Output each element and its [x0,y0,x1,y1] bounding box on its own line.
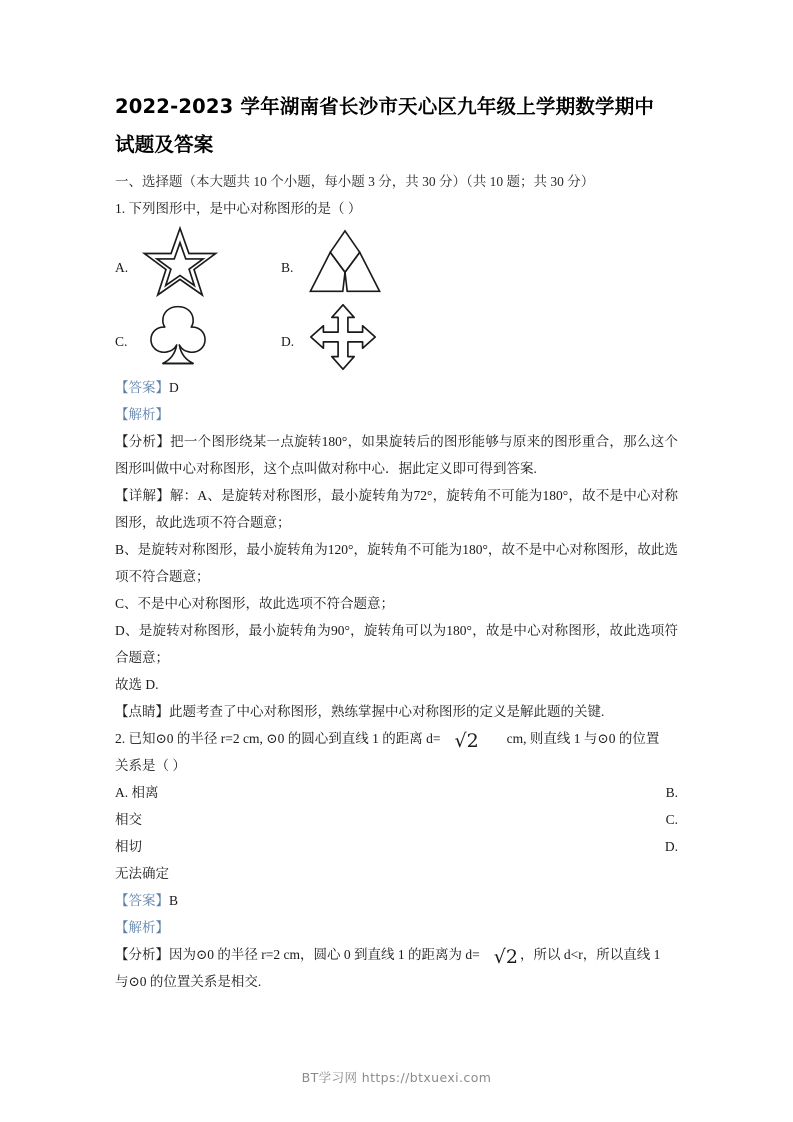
option-a-letter: A. [115,260,129,275]
option-b-label[interactable]: 相交 [115,812,142,827]
question-2-stem [115,725,678,752]
radical-sqrt-2: √2 [493,946,518,968]
question-2-stem-line-2: 关系是（ ） [115,758,186,773]
question-2-analysis-part-2: ，所以 d<r，所以直线 1 [519,947,661,962]
option-c-label[interactable]: 相切 [115,839,142,854]
analysis-label: 【解析】 [115,407,169,422]
four-way-arrow-icon [308,302,378,377]
question-1-analysis-label [115,401,678,428]
answer-label: 【答案】 [115,380,169,395]
question-2-text-part-1: 已知⊙0 的半径 r=2 cm, ⊙0 的圆心到直线 1 的距离 d= [128,731,441,746]
footer-watermark: BT学习网 https://btxuexi.com [301,1070,492,1085]
option-c-letter: C. [115,334,128,349]
option-d-letter-label[interactable]: D. [664,839,678,854]
option-b-letter-label[interactable]: B. [665,785,678,800]
question-2-analysis-part-1: 【分析】因为⊙0 的半径 r=2 cm，圆心 0 到直线 1 的距离为 d= [115,947,480,962]
question-1-stem [115,195,678,222]
page-title-line-2: 试题及答案 [115,133,214,156]
question-1-paragraph-4: C、不是中心对称图形，故此选项不符合题意； [115,596,395,611]
answer-value: B [169,893,179,908]
option-a-label[interactable]: A. 相离 [115,785,159,800]
question-1-paragraph-3: B、是旋转对称图形，最小旋转角为120°，旋转角不可能为180°，故不是中心对称图形，故此选项不符合题意； [115,542,678,584]
option-c-letter-label[interactable]: C. [665,812,678,827]
page-title [115,88,678,164]
answer-value: D [169,380,179,395]
question-2-analysis-line-2: 与⊙0 的位置关系是相交. [115,974,262,989]
option-b-letter: B. [281,260,294,275]
question-1-text: 下列图形中，是中心对称图形的是（ ） [128,201,362,216]
question-1-number: 1. [115,201,126,216]
question-2-answer [115,887,678,914]
question-1-options-row-1 [115,228,678,300]
question-1-answer [115,374,678,401]
question-2-option-row-3[interactable] [115,833,678,860]
document-content [115,88,678,995]
page-title-line-1: 2022-2023 学年湖南省长沙市天心区九年级上学期数学期中 [115,95,655,118]
three-diamonds-icon [308,228,382,303]
question-2-analysis-paragraph [115,941,678,968]
question-2-text-part-2: cm, 则直线 1 与⊙0 的位置 [506,731,660,746]
question-1-paragraph-1: 【分析】把一个图形绕某一点旋转180°，如果旋转后的图形能够与原来的图形重合，那么这个图形叫做中心对称图形，这个点叫做对称中心．据此定义即可得到答案. [115,434,678,476]
question-2-number: 2. [115,731,126,746]
question-2-option-row-4[interactable] [115,860,678,887]
analysis-label: 【解析】 [115,920,169,935]
option-d-letter: D. [281,334,295,349]
question-2-option-row-2[interactable] [115,806,678,833]
question-1-paragraph-7: 【点睛】此题考查了中心对称图形，熟练掌握中心对称图形的定义是解此题的关键. [115,704,605,719]
question-1-paragraph-2: 【详解】解：A、是旋转对称图形，最小旋转角为72°，旋转角不可能为180°，故不是中心对称图形，故此选项不符合题意； [115,488,678,530]
question-1-paragraph-6: 故选 D. [115,677,159,692]
question-2-option-row-1[interactable] [115,779,678,806]
radical-sqrt-2: √2 [454,730,479,752]
section-heading: 一、选择题（本大题共 10 个小题，每小题 3 分，共 30 分）（共 10 题；共 30 分） [115,174,595,189]
star-outline-icon [142,226,218,303]
club-shape-icon [145,302,211,377]
question-1-paragraph-5: D、是旋转对称图形，最小旋转角为90°，旋转角可以为180°，故是中心对称图形，故此选项符合题意； [115,623,678,665]
answer-label: 【答案】 [115,893,169,908]
question-1-options-row-2 [115,302,678,374]
option-d-label[interactable]: 无法确定 [115,866,169,881]
question-2-analysis-label [115,914,678,941]
